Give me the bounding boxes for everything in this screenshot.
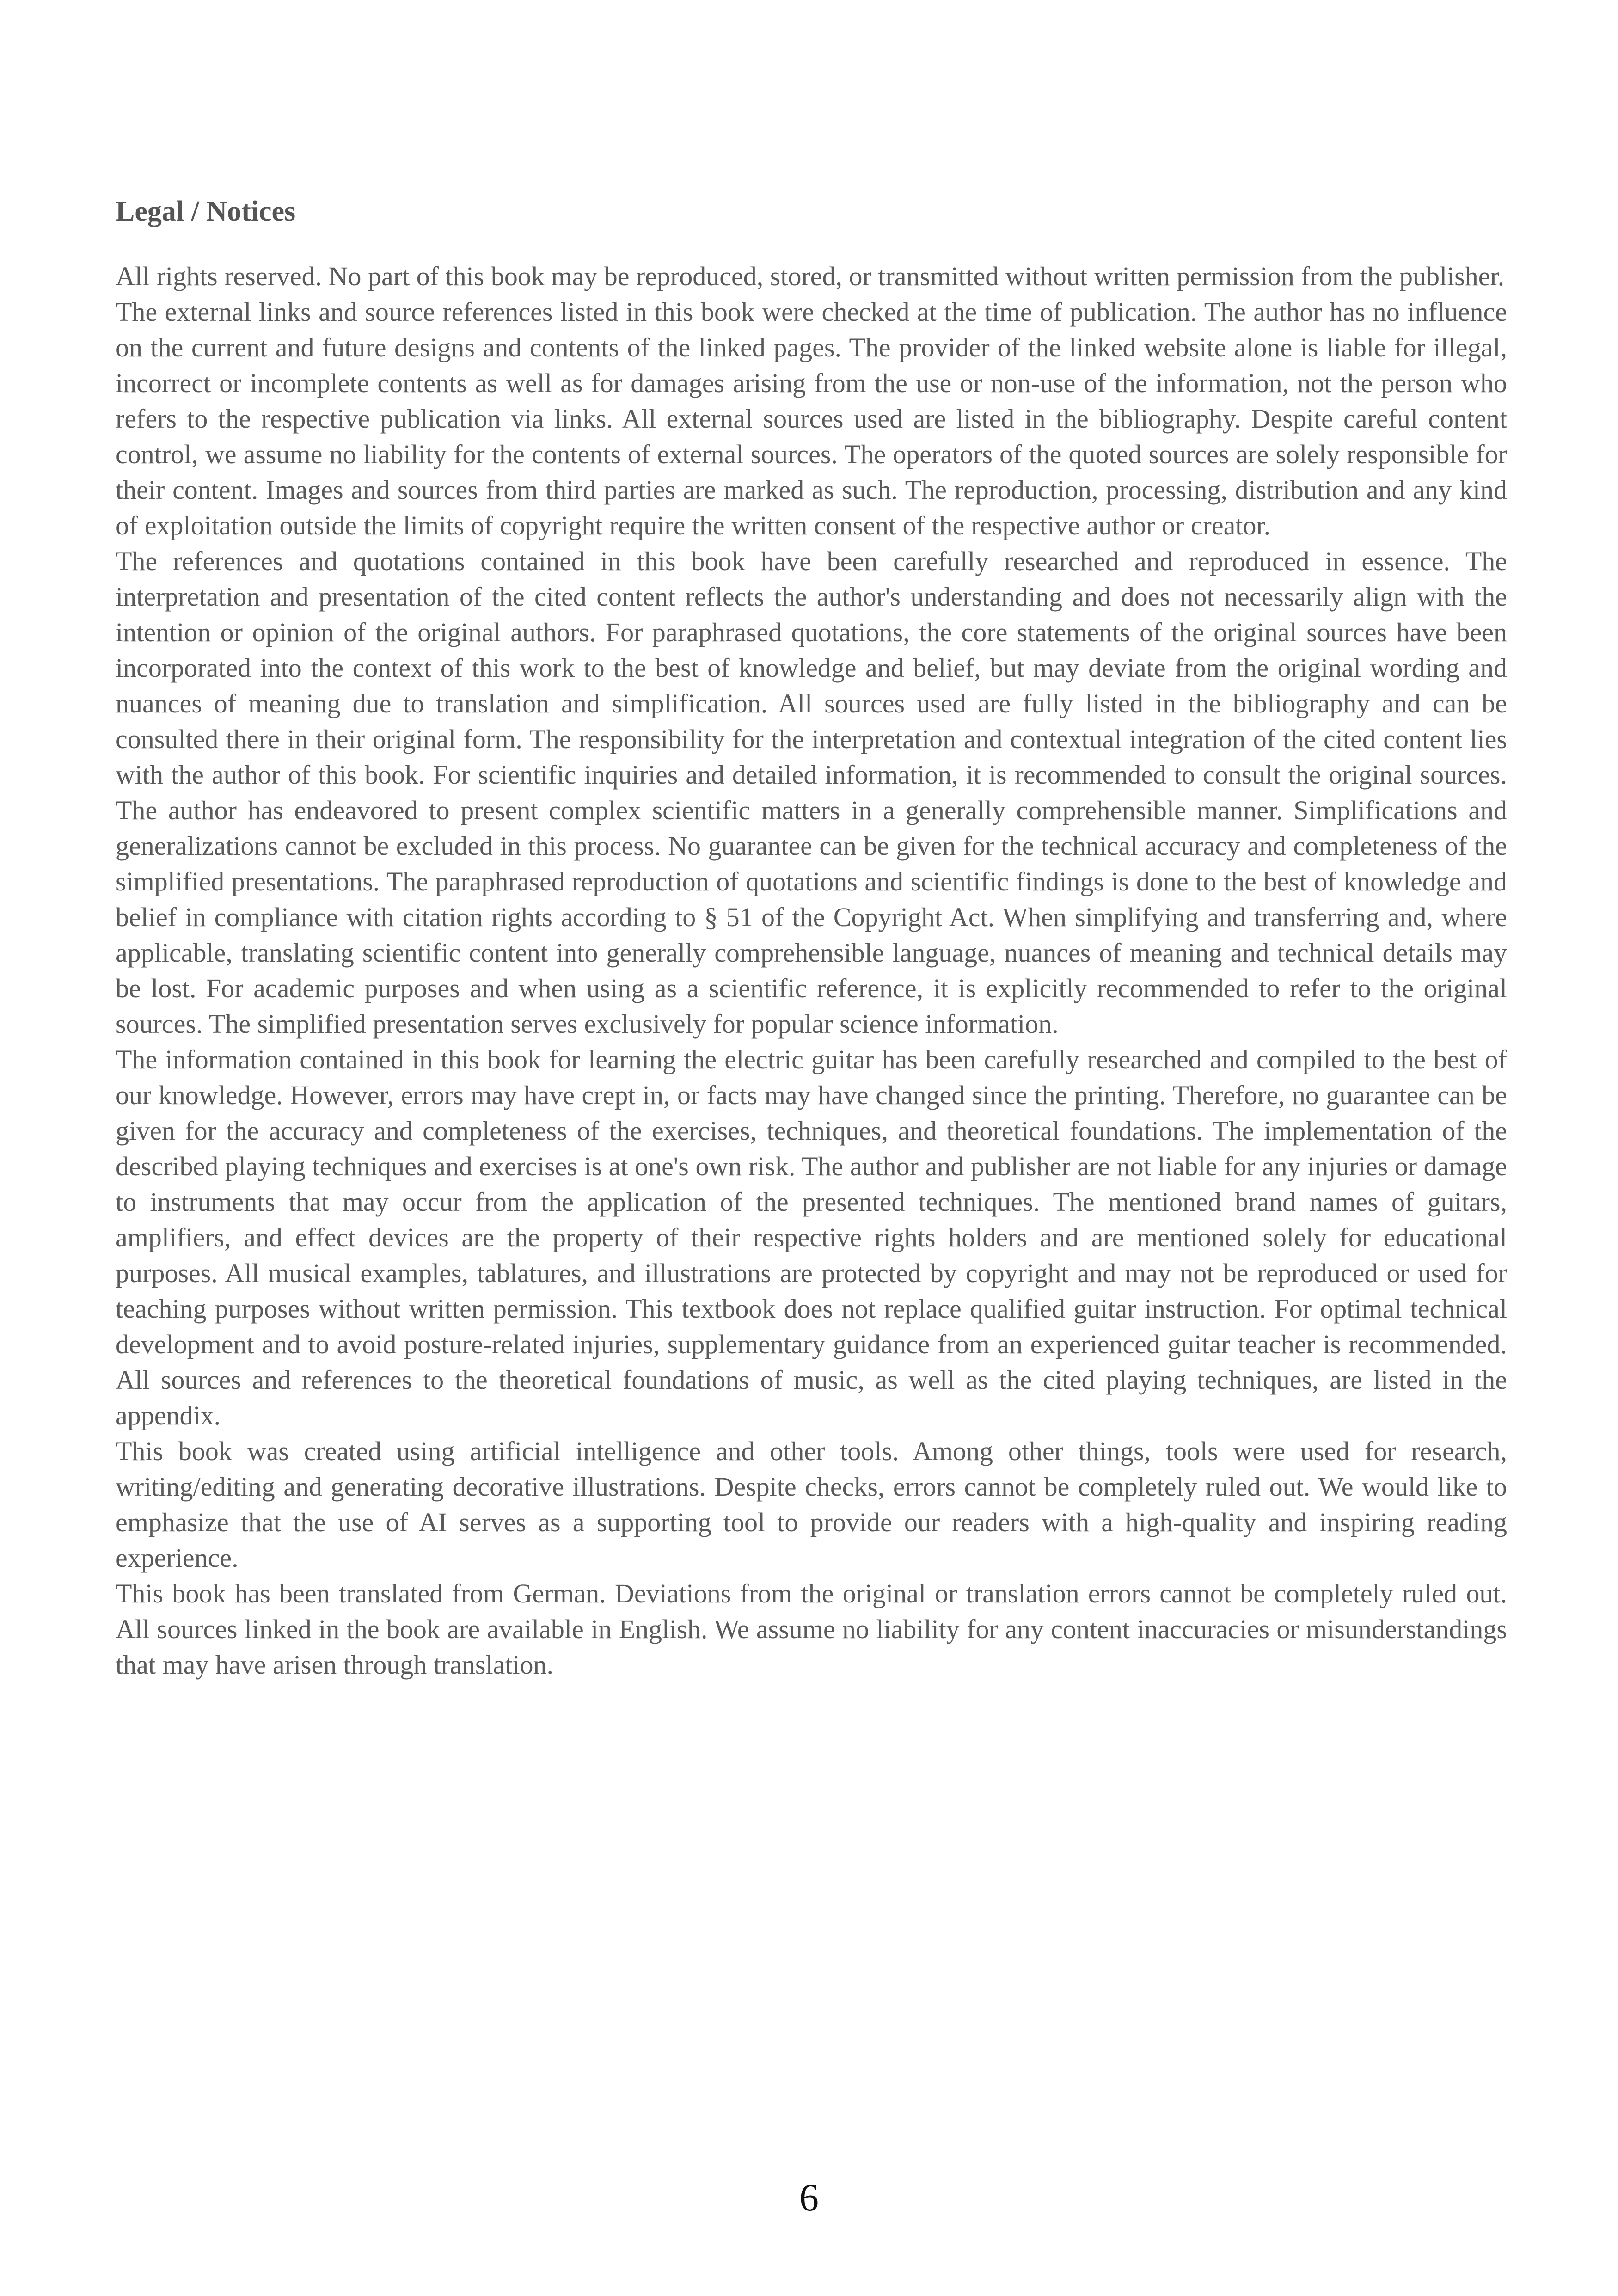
paragraph-rights-reserved: All rights reserved. No part of this book may be reproduced, stored, or transmitted without written permission from the publisher. xyxy=(116,261,1505,292)
paragraph-translation: This book has been translated from German. Deviations from the original or translation errors cannot be completely ruled out. All sources linked in the book are available in English. We assume no liability for any content inaccuracies or misunderstandings that may have arisen through translation. xyxy=(116,1578,1507,1680)
legal-notices-section xyxy=(116,194,1507,1682)
paragraph-references-quotations: The references and quotations contained in this book have been carefully researched and reproduced in essence. The interpretation and presentation of the cited content reflects the author's understanding and does not necessarily align with the intention or opinion of the original authors. For paraphrased quotations, the core statements of the original sources have been incorporated into the context of this work to the best of knowledge and belief, but may deviate from the original wording and nuances of meaning due to translation and simplification. All sources used are fully listed in the bibliography and can be consulted there in their original form. The responsibility for the interpretation and contextual integration of the cited content lies with the author of this book. For scientific inquiries and detailed information, it is recommended to consult the original sources. The author has endeavored to present complex scientific matters in a generally comprehensible manner. Simplifications and generalizations cannot be excluded in this process. No guarantee can be given for the technical accuracy and completeness of the simplified presentations. The paraphrased reproduction of quotations and scientific findings is done to the best of knowledge and belief in compliance with citation rights according to § 51 of the Copyright Act. When simplifying and transferring and, where applicable, translating scientific content into generally comprehensible language, nuances of meaning and technical details may be lost. For academic purposes and when using as a scientific reference, it is explicitly recommended to refer to the original sources. The simplified presentation serves exclusively for popular science information. xyxy=(116,546,1507,1039)
paragraph-ai-usage: This book was created using artificial intelligence and other tools. Among other things, tools were used for research, writing/editing and generating decorative illustrations. Despite checks, errors cannot be completely ruled out. We would like to emphasize that the use of AI serves as a supporting tool to provide our readers with a high-quality and inspiring reading experience. xyxy=(116,1436,1507,1573)
section-heading: Legal / Notices xyxy=(116,196,296,227)
paragraph-external-links: The external links and source references listed in this book were checked at the time of publication. The author has no influence on the current and future designs and contents of the linked pages. The provider of the linked website alone is liable for illegal, incorrect or incomplete contents as well as for damages arising from the use or non-use of the information, not the person who refers to the respective publication via links. All external sources used are listed in the bibliography. Despite careful content control, we assume no liability for the contents of external sources. The operators of the quoted sources are solely responsible for their content. Images and sources from third parties are marked as such. The reproduction, processing, distribution and any kind of exploitation outside the limits of copyright require the written consent of the respective author or creator. xyxy=(116,297,1507,541)
paragraph-guitar-information: The information contained in this book for learning the electric guitar has been carefully researched and compiled to the best of our knowledge. However, errors may have crept in, or facts may have changed since the printing. Therefore, no guarantee can be given for the accuracy and completeness of the exercises, techniques, and theoretical foundations. The implementation of the described playing techniques and exercises is at one's own risk. The author and publisher are not liable for any injuries or damage to instruments that may occur from the application of the presented techniques. The mentioned brand names of guitars, amplifiers, and effect devices are the property of their respective rights holders and are mentioned solely for educational purposes. All musical examples, tablatures, and illustrations are protected by copyright and may not be reproduced or used for teaching purposes without written permission. This textbook does not replace qualified guitar instruction. For optimal technical development and to avoid posture-related injuries, supplementary guidance from an experienced guitar teacher is recommended. All sources and references to the theoretical foundations of music, as well as the cited playing techniques, are listed in the appendix. xyxy=(116,1044,1507,1431)
page-number: 6 xyxy=(799,2176,819,2219)
